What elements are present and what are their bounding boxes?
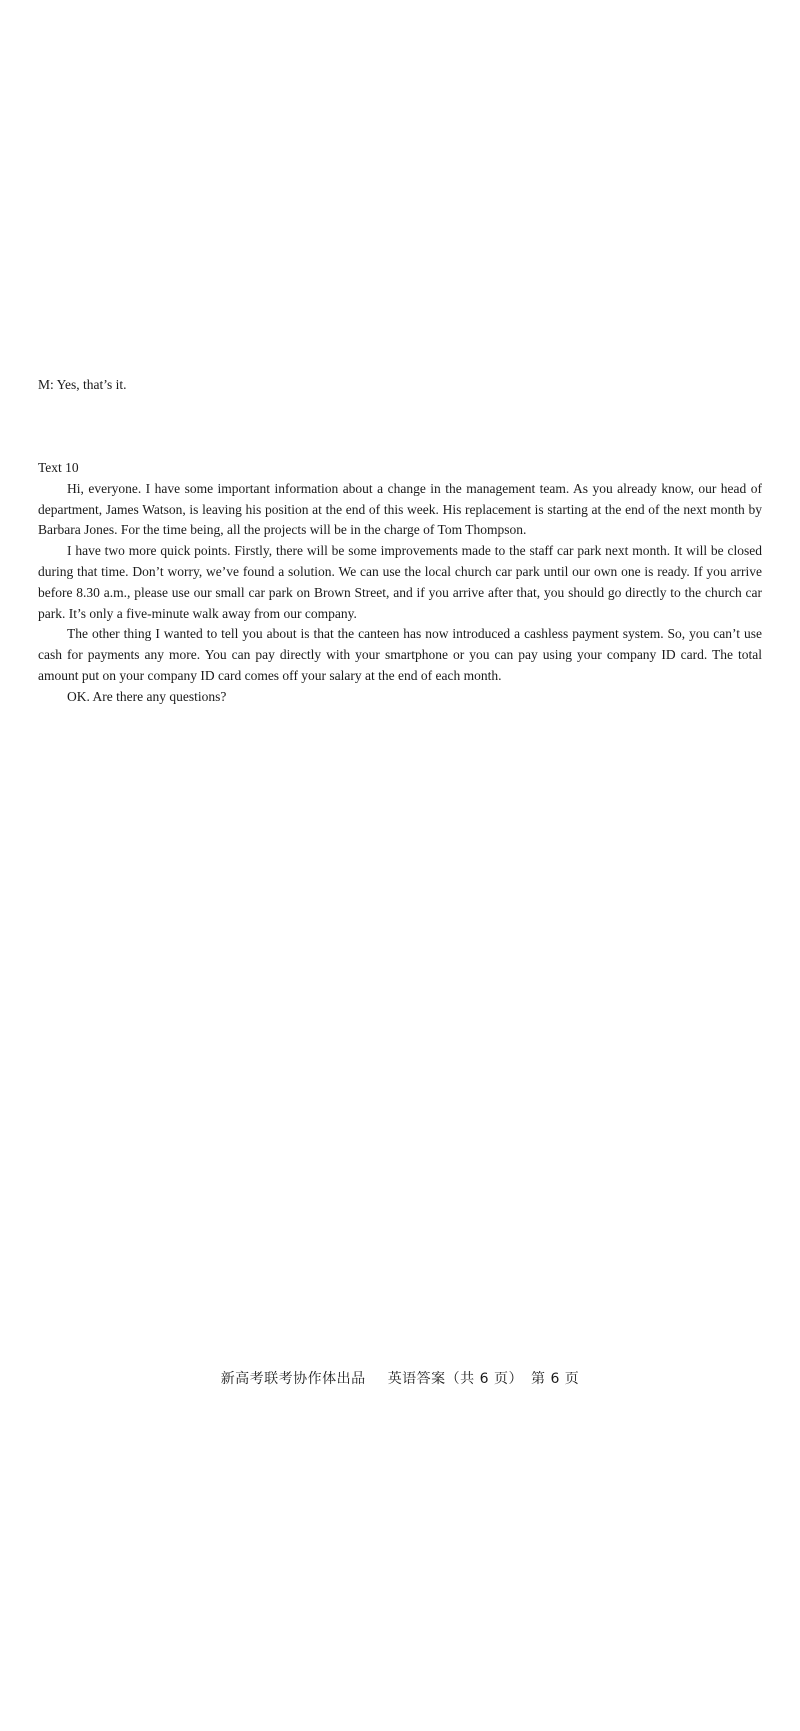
paragraph-car-park: I have two more quick points. Firstly, there will be some improvements made to the staff car park next month. It will be closed during that time. Don’t worry, we’ve found a solution. We can use the local church car park until our own one is ready. If you arrive before 8.30 a.m., please use our small car park on Brown Street, and if you arrive after that, you should go directly to the church car park. It’s only a five-minute walk away from our company.: [38, 543, 762, 621]
footer-page-number: 第 6 页: [531, 1371, 580, 1387]
text-10-section: [38, 458, 762, 708]
paragraph-canteen-payment: The other thing I wanted to tell you about is that the canteen has now introduced a cashless payment system. So, you can’t use cash for payments any more. You can pay directly with your smartphone or you can pay using your company ID card. The total amount put on your company ID card comes off your salary at the end of each month.: [38, 626, 762, 683]
section-heading: Text 10: [38, 460, 79, 475]
footer-publisher: 新高考联考协作体出品: [220, 1371, 366, 1387]
dialogue-line: M: Yes, that’s it.: [38, 377, 127, 392]
paragraph-management-change: Hi, everyone. I have some important information about a change in the management team. As you already know, our head of department, James Watson, is leaving his position at the end of this week. His replacement is starting at the end of the next month by Barbara Jones. For the time being, all the projects will be in the charge of Tom Thompson.: [38, 480, 762, 538]
footer-document-title: 英语答案（共 6 页）: [387, 1371, 523, 1387]
page-footer: [0, 1368, 800, 1388]
paragraph-closing-question: OK. Are there any questions?: [67, 688, 227, 704]
